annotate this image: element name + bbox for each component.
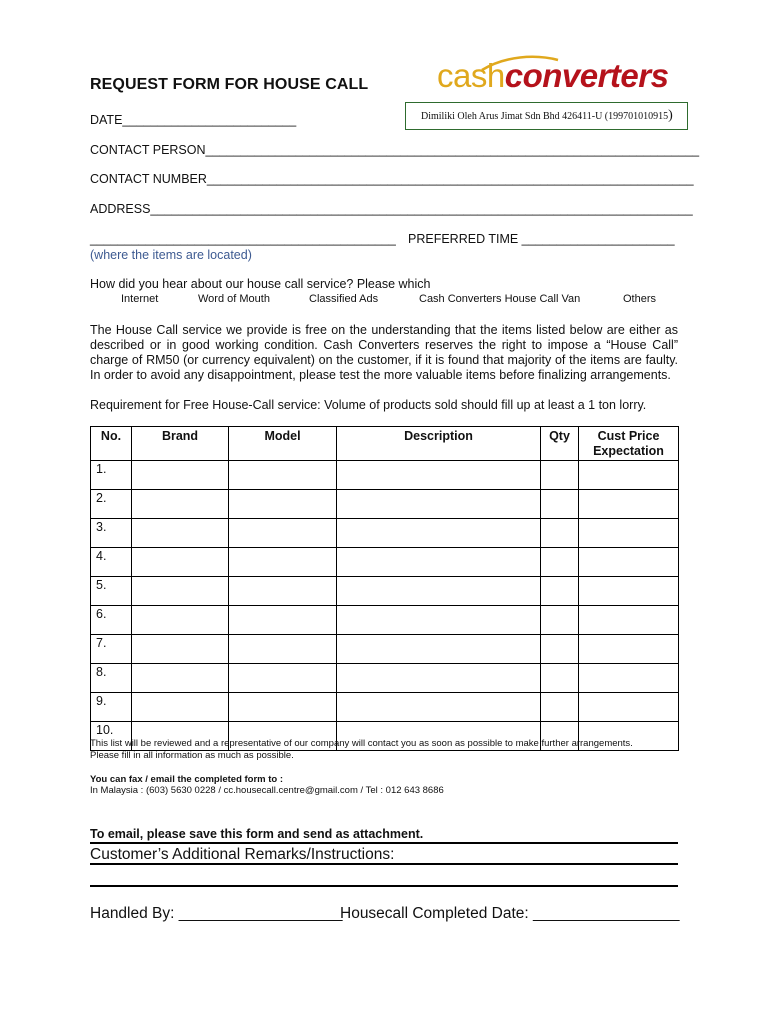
table-row xyxy=(91,461,679,490)
model-cell[interactable] xyxy=(229,693,337,722)
divider xyxy=(90,842,678,844)
option-classified-ads[interactable]: Classified Ads xyxy=(309,293,379,305)
price-cell[interactable] xyxy=(579,577,679,606)
description-cell[interactable] xyxy=(337,461,541,490)
description-cell[interactable] xyxy=(337,606,541,635)
contact-person-field[interactable]: CONTACT PERSON_______________________________________________________________________ xyxy=(90,143,700,157)
header-description: Description xyxy=(337,427,541,461)
header-cust-price: Cust Price Expectation xyxy=(579,427,679,461)
table-row xyxy=(91,490,679,519)
model-cell[interactable] xyxy=(229,606,337,635)
price-cell[interactable] xyxy=(579,664,679,693)
brand-cell[interactable] xyxy=(132,548,229,577)
preferred-time-field[interactable]: PREFERRED TIME ______________________ xyxy=(408,232,675,246)
brand-cell[interactable] xyxy=(132,606,229,635)
row-number: 2. xyxy=(91,490,132,519)
cash-converters-logo xyxy=(437,56,668,96)
fax-heading: You can fax / email the completed form to : xyxy=(90,774,284,785)
qty-cell[interactable] xyxy=(541,548,579,577)
header-model: Model xyxy=(229,427,337,461)
table-header-row xyxy=(91,427,679,461)
header-qty: Qty xyxy=(541,427,579,461)
policy-paragraph: The House Call service we provide is free on the understanding that the items listed below are either as described or in good working condition. Cash Converters reserves the right to impose a “House Call” charge of RM50 (or currency equivalent) on the customer, if it is found that majority of the items are faulty. In order to avoid any disappointment, please test the more valuable items before finalizing arrangements. xyxy=(90,323,678,382)
qty-cell[interactable] xyxy=(541,606,579,635)
option-internet[interactable]: Internet xyxy=(121,293,159,305)
brand-cell[interactable] xyxy=(132,664,229,693)
row-number: 8. xyxy=(91,664,132,693)
row-number: 1. xyxy=(91,461,132,490)
table-row xyxy=(91,664,679,693)
model-cell[interactable] xyxy=(229,490,337,519)
row-number: 3. xyxy=(91,519,132,548)
table-row xyxy=(91,635,679,664)
remarks-line[interactable] xyxy=(90,863,678,865)
source-question: How did you hear about our house call service? Please which xyxy=(90,277,431,291)
row-number: 10. xyxy=(91,722,132,751)
logo-cash-text: cash xyxy=(437,57,505,94)
description-cell[interactable] xyxy=(337,519,541,548)
qty-cell[interactable] xyxy=(541,693,579,722)
contact-line: In Malaysia : (603) 5630 0228 / cc.housecall.centre@gmail.com / Tel : 012 643 8686 xyxy=(90,785,444,796)
form-title: REQUEST FORM FOR HOUSE CALL xyxy=(90,76,369,93)
price-cell[interactable] xyxy=(579,693,679,722)
items-table xyxy=(90,426,679,751)
fill-note: Please fill in all information as much as possible. xyxy=(90,750,294,761)
option-word-of-mouth[interactable]: Word of Mouth xyxy=(198,293,270,305)
table-row xyxy=(91,693,679,722)
description-cell[interactable] xyxy=(337,693,541,722)
price-cell[interactable] xyxy=(579,490,679,519)
logo-converters-text: converters xyxy=(504,57,669,94)
brand-cell[interactable] xyxy=(132,461,229,490)
model-cell[interactable] xyxy=(229,519,337,548)
brand-cell[interactable] xyxy=(132,577,229,606)
address-hint: (where the items are located) xyxy=(90,248,252,262)
qty-cell[interactable] xyxy=(541,664,579,693)
row-number: 6. xyxy=(91,606,132,635)
row-number: 5. xyxy=(91,577,132,606)
company-registration-text: Dimiliki Oleh Arus Jimat Sdn Bhd 426411-U (199701010915 xyxy=(421,111,669,122)
brand-cell[interactable] xyxy=(132,635,229,664)
handled-by-field[interactable]: Handled By: ___________________ xyxy=(90,905,343,922)
table-row xyxy=(91,577,679,606)
description-cell[interactable] xyxy=(337,664,541,693)
row-number: 9. xyxy=(91,693,132,722)
address-field[interactable]: ADDRESS______________________________________________________________________________ xyxy=(90,202,693,216)
completed-date-field[interactable]: Housecall Completed Date: _________________ xyxy=(340,905,680,922)
model-cell[interactable] xyxy=(229,577,337,606)
header-no: No. xyxy=(91,427,132,461)
remarks-label: Customer’s Additional Remarks/Instructions: xyxy=(90,846,395,863)
qty-cell[interactable] xyxy=(541,635,579,664)
table-row xyxy=(91,519,679,548)
price-cell[interactable] xyxy=(579,606,679,635)
model-cell[interactable] xyxy=(229,635,337,664)
price-cell[interactable] xyxy=(579,461,679,490)
table-row xyxy=(91,606,679,635)
price-cell[interactable] xyxy=(579,519,679,548)
review-note: This list will be reviewed and a representative of our company will contact you as soon as possible to make further arrangements. xyxy=(90,738,633,749)
remarks-line[interactable] xyxy=(90,885,678,887)
row-number: 7. xyxy=(91,635,132,664)
email-instruction: To email, please save this form and send as attachment. xyxy=(90,827,424,841)
option-house-call-van[interactable]: Cash Converters House Call Van xyxy=(419,293,581,305)
model-cell[interactable] xyxy=(229,461,337,490)
description-cell[interactable] xyxy=(337,548,541,577)
brand-cell[interactable] xyxy=(132,693,229,722)
qty-cell[interactable] xyxy=(541,577,579,606)
description-cell[interactable] xyxy=(337,490,541,519)
brand-cell[interactable] xyxy=(132,490,229,519)
company-registration-box xyxy=(405,102,688,130)
description-cell[interactable] xyxy=(337,635,541,664)
requirement-text: Requirement for Free House-Call service: Volume of products sold should fill up at least a 1 ton lorry. xyxy=(90,398,647,412)
company-registration-paren: ) xyxy=(668,108,673,123)
header-brand: Brand xyxy=(132,427,229,461)
address-line-2-field[interactable]: ____________________________________________ xyxy=(90,232,396,246)
table-row xyxy=(91,548,679,577)
contact-number-field[interactable]: CONTACT NUMBER______________________________________________________________________ xyxy=(90,172,694,186)
qty-cell[interactable] xyxy=(541,519,579,548)
model-cell[interactable] xyxy=(229,548,337,577)
price-cell[interactable] xyxy=(579,548,679,577)
option-others[interactable]: Others xyxy=(623,293,657,305)
price-cell[interactable] xyxy=(579,635,679,664)
description-cell[interactable] xyxy=(337,577,541,606)
brand-cell[interactable] xyxy=(132,519,229,548)
qty-cell[interactable] xyxy=(541,490,579,519)
row-number: 4. xyxy=(91,548,132,577)
date-field[interactable]: DATE_________________________ xyxy=(90,113,297,127)
qty-cell[interactable] xyxy=(541,461,579,490)
model-cell[interactable] xyxy=(229,664,337,693)
